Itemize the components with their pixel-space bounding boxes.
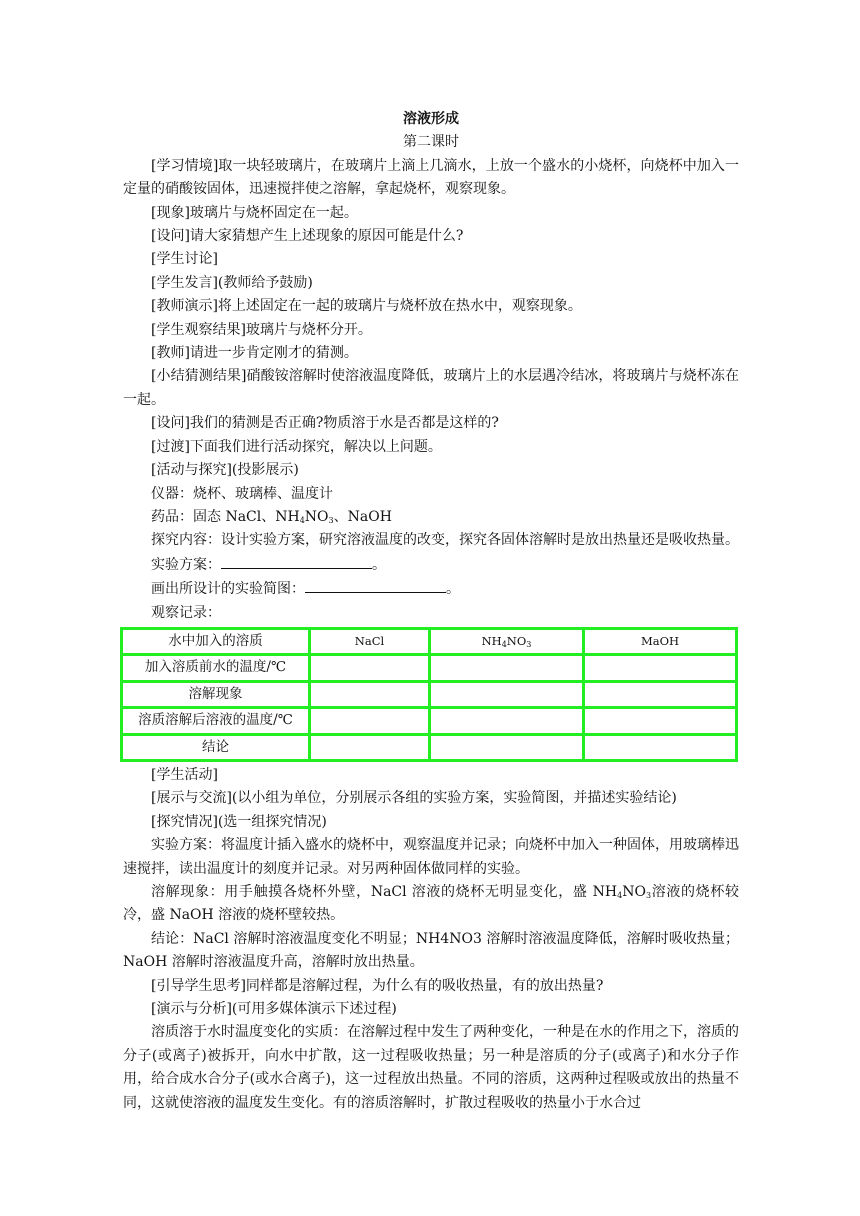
table-cell[interactable] xyxy=(430,655,584,681)
paragraph-student-activity: [学生活动] xyxy=(151,766,218,783)
document-title: 溶液形成 xyxy=(403,111,459,127)
table-cell[interactable] xyxy=(310,708,430,734)
sketch-blank[interactable] xyxy=(305,577,446,593)
table-cell[interactable] xyxy=(584,734,737,760)
paragraph-student-speech: [学生发言](教师给予鼓励) xyxy=(151,274,313,291)
document-subtitle: 第二课时 xyxy=(403,134,459,151)
paragraph-instruments: 仪器：烧杯、玻璃棒、温度计 xyxy=(151,485,333,502)
table-row xyxy=(122,708,737,734)
reagents-text-b: NO xyxy=(304,508,329,525)
paragraph-learning-situation: [学习情境]取一块轻玻璃片，在玻璃片上滴上几滴水，上放一个盛水的小烧杯，向烧杯中加入一定量的硝酸铵固体，迅速搅拌使之溶解，拿起烧杯，观察现象。 xyxy=(123,157,739,198)
table-cell[interactable] xyxy=(310,681,430,707)
nh4no3-subscript-2: 3 xyxy=(526,639,532,649)
nh4no3-text-a: NH xyxy=(481,633,502,648)
paragraph-dissolution-phenomenon xyxy=(123,881,739,928)
reagents-text-a: 药品：固态 NaCl、NH xyxy=(151,508,300,525)
paragraph-reagents xyxy=(123,506,739,529)
experiment-plan-blank[interactable] xyxy=(221,553,372,569)
table-row xyxy=(122,655,737,681)
table-cell[interactable] xyxy=(584,681,737,707)
dissolution-subscript-1: 4 xyxy=(617,891,623,900)
table-row-label-conclusion: 结论 xyxy=(122,734,310,760)
observation-table xyxy=(120,627,738,762)
experiment-plan-label: 实验方案： xyxy=(151,556,221,573)
experiment-plan-end: 。 xyxy=(372,556,386,573)
paragraph-show-and-exchange: [展示与交流](以小组为单位，分别展示各组的实验方案，实验简图，并描述实验结论) xyxy=(151,790,677,807)
paragraph-question-1: [设问]请大家猜想产生上述现象的原因可能是什么? xyxy=(151,228,464,245)
paragraph-observation-record: 观察记录： xyxy=(151,604,221,621)
table-cell[interactable] xyxy=(430,708,584,734)
table-cell[interactable] xyxy=(430,734,584,760)
table-header-row xyxy=(122,628,737,654)
table-cell[interactable] xyxy=(430,681,584,707)
paragraph-conclusion: 结论：NaCl 溶解时溶液温度变化不明显；NH4NO3 溶解时溶液温度降低，溶解时吸收热量；NaOH 溶解时溶液温度升高，溶解时放出热量。 xyxy=(123,930,739,971)
reagents-text-c: 、NaOH xyxy=(333,508,392,525)
nh4no3-subscript-1: 4 xyxy=(501,639,507,649)
paragraph-teacher: [教师]请进一步肯定刚才的猜测。 xyxy=(151,345,358,362)
paragraph-summary-guess: [小结猜测结果]硝酸铵溶解时使溶液温度降低，玻璃片上的水层遇冷结冰，将玻璃片与烧杯冻在一起。 xyxy=(123,368,739,408)
sketch-end: 。 xyxy=(446,581,460,598)
paragraph-guide-thinking: [引导学生思考]同样都是溶解过程，为什么有的吸收热量，有的放出热量? xyxy=(151,977,604,994)
table-row-label-dissolution: 溶解现象 xyxy=(122,681,310,707)
paragraph-question-2: [设问]我们的猜测是否正确?物质溶于水是否都是这样的? xyxy=(151,415,499,432)
document-body xyxy=(123,108,739,1115)
table-row xyxy=(122,681,737,707)
dissolution-text-c: 溶液的烧杯较冷，盛 NaOH 溶液的烧杯壁较热。 xyxy=(123,884,739,924)
table-header-solute: 水中加入的溶质 xyxy=(122,628,310,654)
sketch-label: 画出所设计的实验简图： xyxy=(151,581,305,598)
paragraph-inquiry-content: 探究内容：设计实验方案，研究溶液温度的改变，探究各固体溶解时是放出热量还是吸收热量。 xyxy=(151,532,739,549)
paragraph-phenomenon: [现象]玻璃片与烧杯固定在一起。 xyxy=(151,204,358,221)
paragraph-transition: [过渡]下面我们进行活动探究，解决以上问题。 xyxy=(151,438,442,455)
dissolution-subscript-2: 3 xyxy=(645,891,652,900)
table-cell[interactable] xyxy=(310,734,430,760)
table-row-label-temp-before: 加入溶质前水的温度/℃ xyxy=(122,655,310,681)
table-header-nacl: NaCl xyxy=(310,628,430,654)
paragraph-essence: 溶质溶于水时温度变化的实质：在溶解过程中发生了两种变化，一种是在水的作用之下，溶质的分子(或离子)被拆开，向水中扩散，这一过程吸收热量；另一种是溶质的分子(或离子)和水分子作用，给合成水合分子(或水合离子)，这一过程放出热量。不同的溶质，这两种过程吸或放出的热量不同，这就使溶液的温度发生变化。有的溶质溶解时，扩散过程吸收的热量小于水合过 xyxy=(123,1024,739,1111)
nh4no3-text-b: NO xyxy=(506,633,527,648)
reagents-subscript-1: 4 xyxy=(299,515,305,525)
dissolution-text-a: 溶解现象：用手触摸各烧杯外壁，NaCl 溶液的烧杯无明显变化，盛 NH xyxy=(151,884,618,900)
paragraph-student-discussion: [学生讨论] xyxy=(151,251,218,268)
table-header-maoh: MaOH xyxy=(584,628,737,654)
table-cell[interactable] xyxy=(584,708,737,734)
paragraph-experiment-plan xyxy=(123,553,739,577)
table-cell[interactable] xyxy=(584,655,737,681)
table-row-label-temp-after: 溶质溶解后溶液的温度/℃ xyxy=(122,708,310,734)
paragraph-activity: [活动与探究](投影展示) xyxy=(151,462,299,479)
paragraph-inquiry-situation: [探究情况](选一组探究情况) xyxy=(151,813,327,830)
paragraph-plan-detail: 实验方案：将温度计插入盛水的烧杯中，观察温度并记录；向烧杯中加入一种固体，用玻璃棒迅速搅拌，读出温度计的刻度并记录。对另两种固体做同样的实验。 xyxy=(123,837,739,877)
paragraph-observation-result: [学生观察结果]玻璃片与烧杯分开。 xyxy=(151,321,372,338)
paragraph-demo-analysis: [演示与分析](可用多媒体演示下述过程) xyxy=(151,1001,397,1018)
paragraph-sketch xyxy=(123,577,739,601)
dissolution-text-b: NO xyxy=(622,884,646,900)
table-cell[interactable] xyxy=(310,655,430,681)
reagents-subscript-2: 3 xyxy=(328,515,334,525)
paragraph-teacher-demo: [教师演示]将上述固定在一起的玻璃片与烧杯放在热水中，观察现象。 xyxy=(151,298,582,315)
table-row xyxy=(122,734,737,760)
table-header-nh4no3 xyxy=(430,628,584,654)
